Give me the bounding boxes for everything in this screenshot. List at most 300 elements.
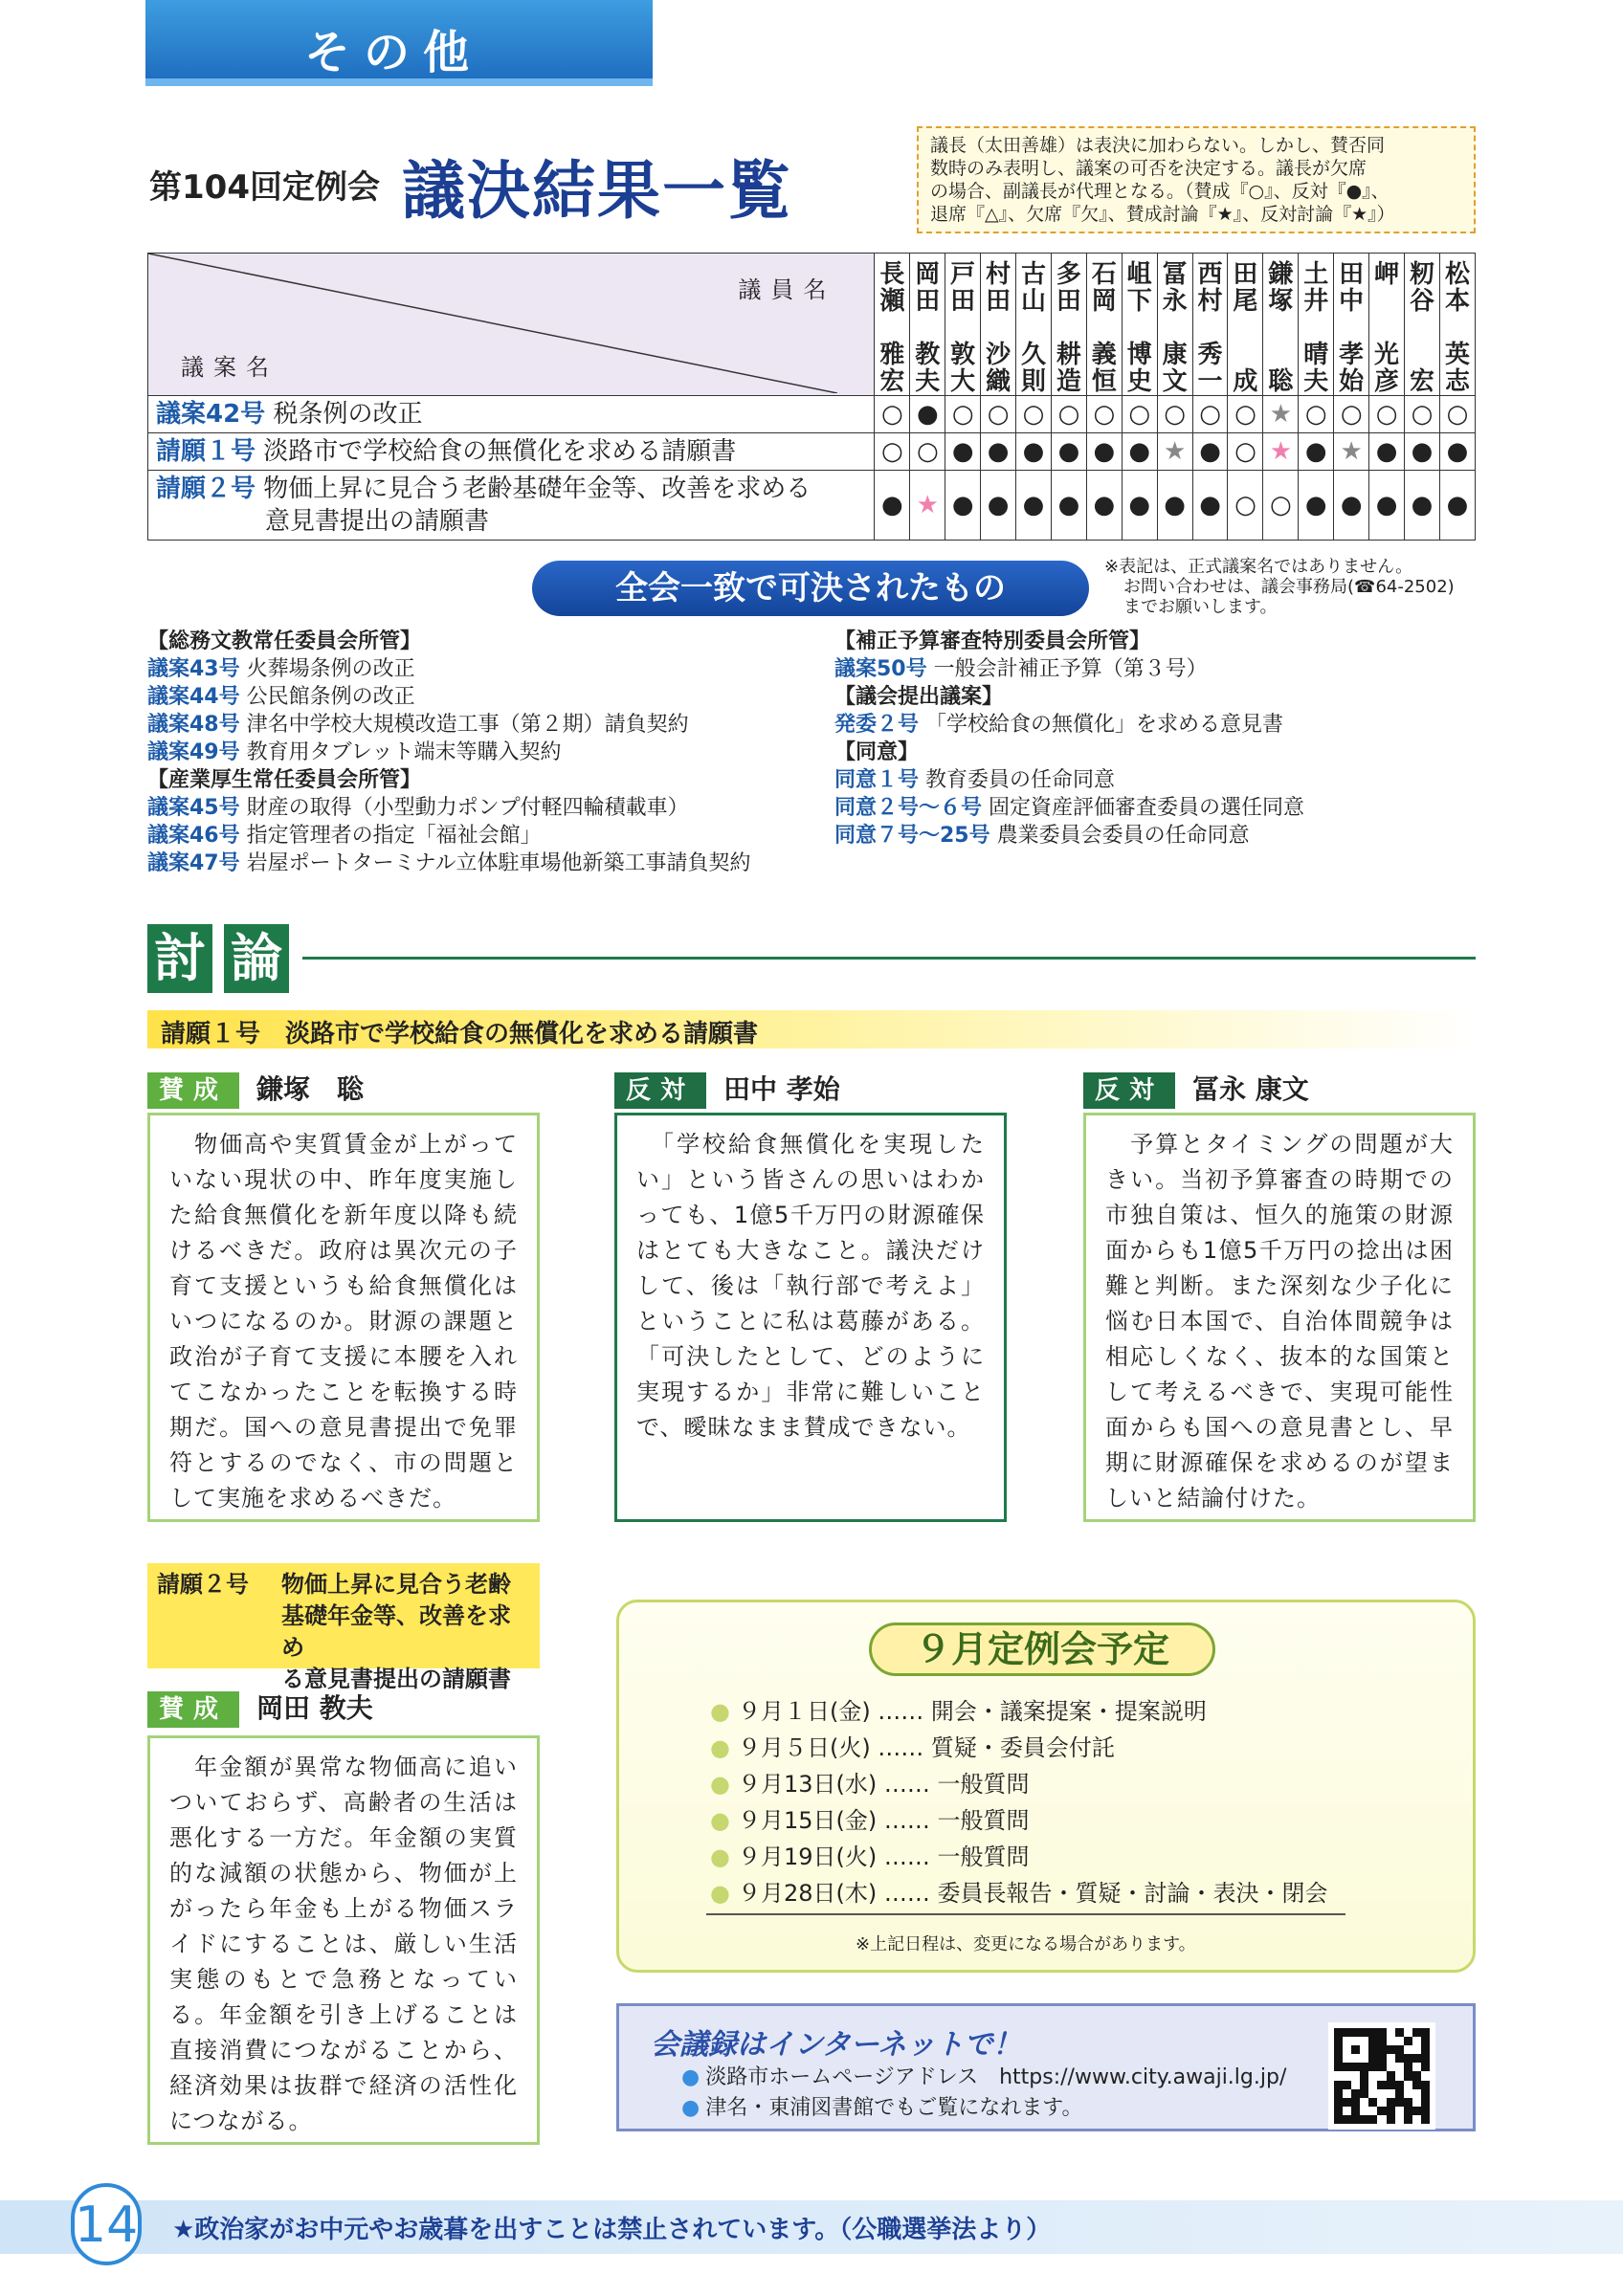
item-code: 議案44号 [147, 685, 240, 709]
member-name-char: 谷 [1409, 287, 1434, 316]
vote-mark: ★ [1334, 433, 1369, 471]
member-name-char: 大 [950, 367, 976, 396]
item-code: 議案49号 [147, 740, 240, 764]
qr-module [1368, 2063, 1377, 2071]
qr-module [1412, 2107, 1421, 2115]
member-name-char [1193, 315, 1228, 342]
qr-module [1343, 2045, 1351, 2054]
member-name-char [1263, 315, 1298, 342]
vote-mark: ● [1016, 471, 1052, 541]
member-name-char [1440, 315, 1475, 342]
item-code: 議案43号 [147, 657, 240, 681]
member-name-char [875, 315, 909, 342]
member-name-char: 田 [1056, 287, 1081, 316]
member-name-char: 井 [1303, 287, 1329, 316]
opinion-3 [1083, 1069, 1476, 1522]
qr-module [1360, 2071, 1368, 2080]
qr-module [1387, 2107, 1395, 2115]
member-name [1299, 254, 1334, 396]
legend-line: 数時のみ表明し、議案の可否を決定する。議長が欠席 [930, 158, 1367, 179]
member-name-char: 雅 [879, 341, 905, 369]
bill-name-line2: 意見書提出の請願書 [265, 507, 490, 536]
member-name-char [945, 315, 980, 342]
qr-module [1404, 2063, 1412, 2071]
qr-module [1395, 2054, 1404, 2063]
qr-module [1387, 2054, 1395, 2063]
schedule-item: ● ９月28日(木) …… 委員長報告・質疑・討論・表決・閉会 [710, 1875, 1327, 1911]
speaker-name: 鎌塚 聡 [256, 1073, 365, 1105]
note-line: ※表記は、正式議案名ではありません。 [1104, 557, 1413, 577]
member-name-char: 鎌 [1268, 260, 1294, 289]
qr-module [1395, 2081, 1404, 2089]
qr-module [1368, 2089, 1377, 2098]
member-name-char [1052, 315, 1086, 342]
legend-line: 退席『△』、欠席『欠』、賛成討論『★』、反対討論『★』） [930, 204, 1395, 225]
petition2-title [281, 1569, 530, 1695]
vote-mark: ○ [981, 396, 1016, 433]
qr-module [1368, 2045, 1377, 2054]
list-heading: 【同意】 [834, 740, 920, 764]
qr-module [1343, 2115, 1351, 2124]
vote-mark: ○ [1263, 471, 1299, 541]
qr-module [1334, 2089, 1343, 2098]
member-name-char [1334, 315, 1368, 342]
member-name-char: 一 [1197, 367, 1223, 396]
qr-module [1334, 2028, 1343, 2037]
vote-mark: ● [1086, 471, 1122, 541]
member-name [910, 254, 945, 396]
qr-module [1334, 2115, 1343, 2124]
qr-module [1360, 2063, 1368, 2071]
item-code: 議案47号 [147, 851, 240, 875]
petition2-title-line: 基礎年金等、改善を求め [281, 1602, 511, 1661]
vote-mark: ○ [875, 433, 910, 471]
member-name-char: 永 [1162, 287, 1188, 316]
member-name-char [1405, 315, 1439, 342]
member-name [1405, 254, 1440, 396]
qr-module [1377, 2054, 1386, 2063]
member-name-char: 史 [1126, 367, 1152, 396]
qr-module [1377, 2098, 1386, 2107]
qr-module [1351, 2098, 1360, 2107]
qr-module [1395, 2115, 1404, 2124]
member-name-char: 恒 [1091, 367, 1117, 396]
qr-module [1387, 2037, 1395, 2045]
list-item [834, 794, 1485, 822]
qr-module [1368, 2107, 1377, 2115]
qr-module [1360, 2054, 1368, 2063]
schedule-item: ● ９月１日(金) …… 開会・議案提案・提案説明 [710, 1693, 1327, 1730]
schedule-list [710, 1693, 1327, 1911]
vote-mark: ○ [1334, 396, 1369, 433]
list-item [834, 711, 1485, 739]
vote-mark: ● [1439, 433, 1475, 471]
qr-module [1377, 2107, 1386, 2115]
vote-mark: ○ [1439, 396, 1475, 433]
petition1-title-bar: 請願１号 淡路市で学校給食の無償化を求める請願書 [147, 1010, 1476, 1049]
vote-mark: ● [945, 433, 981, 471]
vote-mark: ● [945, 471, 981, 541]
qr-module [1377, 2081, 1386, 2089]
list-item [834, 655, 1485, 683]
vote-mark: ● [1157, 471, 1192, 541]
member-name-char: 岬 [1374, 260, 1400, 289]
list-item [147, 711, 817, 739]
vote-mark: ○ [1192, 396, 1228, 433]
member-name-char: 岨 [1126, 260, 1152, 289]
member-name-char [1369, 315, 1404, 342]
vote-mark: ○ [1299, 396, 1334, 433]
qr-module [1404, 2054, 1412, 2063]
member-name-char: 下 [1126, 287, 1152, 316]
bill-code: 議案42号 [156, 400, 266, 429]
qr-module [1395, 2037, 1404, 2045]
member-name-char: 田 [915, 287, 941, 316]
member-name-char: 夫 [915, 367, 941, 396]
qr-module [1412, 2037, 1421, 2045]
schedule-item: ● ９月５日(火) …… 質疑・委員会付託 [710, 1730, 1327, 1766]
qr-module [1343, 2089, 1351, 2098]
qr-module [1377, 2028, 1386, 2037]
qr-module [1368, 2115, 1377, 2124]
qr-module [1421, 2115, 1430, 2124]
opinion-text: 年金額が異常な物価高に追いついておらず、高齢者の生活は悪化する一方だ。年金額の実質的な減額の状態から、物価が上がったら年金も上がる物価スライドにすることは、厳しい生活実態のもとで急務となっている。年金額を引き上げることは直接消費につながることから、経済効果は抜群で経済の活性化につながる。 [147, 1735, 540, 2145]
qr-module [1351, 2054, 1360, 2063]
unanimous-list-right [834, 628, 1485, 850]
unanimous-list-left [147, 628, 817, 877]
vote-mark: ○ [945, 396, 981, 433]
list-heading: 【補正予算審査特別委員会所管】 [834, 629, 1151, 653]
member-name-char: 教 [915, 341, 941, 369]
qr-module [1334, 2107, 1343, 2115]
qr-module [1387, 2081, 1395, 2089]
list-item [147, 655, 817, 683]
item-code: 同意２号～６号 [834, 796, 983, 820]
opinion-1 [147, 1069, 540, 1522]
qr-module [1343, 2028, 1351, 2037]
item-text: 固定資産評価審査委員の選任同意 [982, 796, 1305, 820]
qr-module [1351, 2037, 1360, 2045]
member-name [1439, 254, 1475, 396]
qr-module [1377, 2045, 1386, 2054]
bill-code: 請願２号 [156, 475, 256, 503]
vote-mark: ★ [910, 471, 945, 541]
member-name [1334, 254, 1369, 396]
list-item [147, 683, 817, 711]
member-name-char: 村 [986, 260, 1012, 289]
vote-mark: ● [1122, 471, 1157, 541]
item-text: 津名中学校大規模改造工事（第２期）請負契約 [239, 713, 689, 737]
member-name [945, 254, 981, 396]
member-name [1369, 254, 1405, 396]
opinion-2 [614, 1069, 1007, 1522]
member-name [1086, 254, 1122, 396]
list-item [147, 850, 817, 877]
qr-module [1351, 2089, 1360, 2098]
member-name-char: 田 [1233, 260, 1258, 289]
qr-module [1351, 2081, 1360, 2089]
qr-module [1351, 2028, 1360, 2037]
item-code: 同意１号 [834, 768, 920, 792]
member-name-char: 山 [1020, 287, 1046, 316]
qr-module [1404, 2037, 1412, 2045]
qr-module [1404, 2107, 1412, 2115]
qr-module [1412, 2063, 1421, 2071]
vote-row [148, 396, 1476, 433]
qr-module [1360, 2089, 1368, 2098]
qr-module [1334, 2081, 1343, 2089]
qr-module [1377, 2089, 1386, 2098]
qr-module [1421, 2063, 1430, 2071]
member-name-char: 織 [986, 367, 1012, 396]
member-name-char: 中 [1339, 287, 1365, 316]
vote-mark: ○ [1122, 396, 1157, 433]
qr-module [1360, 2045, 1368, 2054]
qr-module [1334, 2063, 1343, 2071]
schedule-title: ９月定例会予定 [869, 1623, 1215, 1676]
speaker-name: 田中 孝始 [723, 1073, 840, 1105]
item-text: 「学校給食の無償化」を求める意見書 [919, 713, 1284, 737]
member-name-char [1228, 342, 1262, 368]
stance-badge: 反対 [1083, 1072, 1175, 1109]
stance-badge: 賛成 [147, 1691, 239, 1728]
stance-badge: 反対 [614, 1072, 706, 1109]
vote-mark: ● [1122, 433, 1157, 471]
stance-badge: 賛成 [147, 1072, 239, 1109]
page-title: 議決結果一覧 [402, 153, 792, 228]
internet-line: ● 淡路市ホームページアドレス https://www.city.awaji.lg.jp/ [681, 2063, 1286, 2093]
item-text: 公民館条例の改正 [239, 685, 415, 709]
header-bill-label: 議案名 [181, 354, 278, 381]
item-text: 指定管理者の指定「福祉会館」 [239, 824, 542, 848]
member-name-char: 沙 [986, 341, 1012, 369]
vote-row [148, 471, 1476, 541]
qr-module [1395, 2028, 1404, 2037]
member-name-char [1405, 342, 1439, 368]
speaker-name: 岡田 教夫 [256, 1692, 373, 1724]
member-name-char: 耕 [1056, 341, 1081, 369]
member-name-char: 成 [1233, 367, 1258, 396]
member-name-char: 宏 [879, 367, 905, 396]
member-name-char: 尾 [1233, 287, 1258, 316]
qr-module [1387, 2071, 1395, 2080]
qr-module [1343, 2054, 1351, 2063]
internet-title: 会議録はインターネットで！ [651, 2028, 1022, 2062]
member-name-char: 塚 [1268, 287, 1294, 316]
discussion-title-char-1: 討 [147, 924, 212, 993]
member-name-char: 田 [950, 287, 976, 316]
qr-module [1412, 2081, 1421, 2089]
petition2-title-line: る意見書提出の請願書 [281, 1666, 511, 1692]
qr-module [1387, 2098, 1395, 2107]
member-name-char [1369, 288, 1404, 315]
qr-module [1395, 2045, 1404, 2054]
qr-module [1377, 2071, 1386, 2080]
session-title-prefix: 第104回定例会 [149, 168, 380, 207]
member-name-char [981, 315, 1015, 342]
member-name-char: 石 [1091, 260, 1117, 289]
member-name-char: 冨 [1162, 260, 1188, 289]
member-name-char: 義 [1091, 341, 1117, 369]
bill-cell [148, 396, 875, 433]
list-heading: 【総務文教常任委員会所管】 [147, 629, 422, 653]
vote-mark: ● [1086, 433, 1122, 471]
member-name-char [910, 315, 945, 342]
member-name [1192, 254, 1228, 396]
member-name [1122, 254, 1157, 396]
vote-mark: ○ [875, 396, 910, 433]
vote-results-table [147, 253, 1476, 541]
footer-text: ★政治家がお中元やお歳暮を出すことは禁止されています。（公職選挙法より） [172, 2216, 1052, 2244]
vote-mark: ● [1439, 471, 1475, 541]
vote-mark: ● [1051, 471, 1086, 541]
member-name-char: 志 [1444, 367, 1470, 396]
vote-mark: ○ [1228, 433, 1263, 471]
vote-mark: ○ [1086, 396, 1122, 433]
qr-module [1421, 2037, 1430, 2045]
member-name-char: 秀 [1197, 341, 1223, 369]
qr-module [1343, 2107, 1351, 2115]
vote-mark: ● [875, 471, 910, 541]
vote-mark: ● [1299, 471, 1334, 541]
vote-mark: ○ [1228, 471, 1263, 541]
item-text: 財産の取得（小型動力ポンプ付軽四輪積載車） [239, 796, 689, 820]
member-name-char: 西 [1197, 260, 1223, 289]
opinion-text: 物価高や実質賃金が上がっていない現状の中、昨年度実施した給食無償化を新年度以降も続けるべきだ。政府は異次元の子育て支援というも給食無償化はいつになるのか。財源の課題と政治が子育て支援に本腰を入れてこなかったことを転換する時期だ。国への意見書提出で免罪符とするのでなく、市の問題として実施を求めるべきだ。 [147, 1113, 540, 1522]
item-code: 発委２号 [834, 713, 920, 737]
qr-module [1387, 2089, 1395, 2098]
member-name-char: 土 [1303, 260, 1329, 289]
qr-module [1421, 2028, 1430, 2037]
member-name-char: 田 [1339, 260, 1365, 289]
vote-mark: ○ [1051, 396, 1086, 433]
qr-module [1351, 2063, 1360, 2071]
member-name-char: 古 [1020, 260, 1046, 289]
member-name-char [1087, 315, 1122, 342]
member-name-char [1123, 315, 1157, 342]
list-item [834, 766, 1485, 794]
member-name-char: 聡 [1268, 367, 1294, 396]
list-heading: 【議会提出議案】 [834, 685, 1004, 709]
member-name [1051, 254, 1086, 396]
petition2-title-line: 物価上昇に見合う老齢 [281, 1571, 511, 1598]
vote-mark: ★ [1157, 433, 1192, 471]
member-name-char: 田 [986, 287, 1012, 316]
bill-name: 税条例の改正 [265, 400, 423, 429]
qr-module [1368, 2098, 1377, 2107]
qr-module [1351, 2107, 1360, 2115]
qr-module [1360, 2081, 1368, 2089]
vote-mark: ● [1051, 433, 1086, 471]
bill-cell [148, 471, 875, 541]
qr-module [1368, 2081, 1377, 2089]
member-name-char: 光 [1374, 341, 1400, 369]
vote-legend [917, 126, 1476, 233]
qr-module [1351, 2071, 1360, 2080]
vote-mark: ○ [1405, 396, 1440, 433]
list-item [147, 739, 817, 766]
bill-cell [148, 433, 875, 471]
qr-module [1351, 2115, 1360, 2124]
qr-module [1334, 2045, 1343, 2054]
member-name-char: 岡 [915, 260, 941, 289]
qr-module [1360, 2028, 1368, 2037]
vote-mark: ★ [1263, 396, 1299, 433]
member-name-char: 晴 [1303, 341, 1329, 369]
qr-module [1387, 2045, 1395, 2054]
internet-lines [681, 2063, 1286, 2124]
qr-module [1377, 2037, 1386, 2045]
member-name-char: 瀬 [879, 287, 905, 316]
qr-module [1334, 2037, 1343, 2045]
member-name-char: 宏 [1409, 367, 1434, 396]
bill-name: 淡路市で学校給食の無償化を求める請願書 [256, 437, 737, 466]
schedule-item: ● ９月19日(火) …… 一般質問 [710, 1839, 1327, 1875]
qr-module [1404, 2028, 1412, 2037]
member-name-char: 則 [1020, 367, 1046, 396]
unanimous-heading: 全会一致で可決されたもの [532, 561, 1089, 616]
qr-module [1368, 2071, 1377, 2080]
vote-mark: ● [1192, 433, 1228, 471]
qr-module [1395, 2089, 1404, 2098]
qr-module [1404, 2098, 1412, 2107]
vote-mark: ○ [1369, 396, 1405, 433]
qr-module [1421, 2089, 1430, 2098]
schedule-item: ● ９月15日(金) …… 一般質問 [710, 1802, 1327, 1839]
qr-module [1404, 2089, 1412, 2098]
qr-module [1395, 2098, 1404, 2107]
qr-module [1334, 2098, 1343, 2107]
member-name [1228, 254, 1263, 396]
item-code: 議案48号 [147, 713, 240, 737]
member-name-char: 籾 [1409, 260, 1434, 289]
vote-mark: ● [1016, 433, 1052, 471]
qr-module [1412, 2098, 1421, 2107]
vote-mark: ○ [1228, 396, 1263, 433]
page-number: 14 [71, 2183, 142, 2265]
discussion-divider [302, 957, 1476, 960]
qr-module [1351, 2045, 1360, 2054]
item-text: 教育委員の任命同意 [919, 768, 1116, 792]
vote-mark: ● [1369, 471, 1405, 541]
speaker-name: 冨永 康文 [1192, 1073, 1309, 1105]
member-name-char: 長 [879, 260, 905, 289]
bill-name: 物価上昇に見合う老齢基礎年金等、改善を求める [256, 475, 812, 503]
legend-line: 議長（太田善雄）は表決に加わらない。しかし、賛否同 [930, 135, 1386, 156]
member-name-char: 夫 [1303, 367, 1329, 396]
qr-module [1412, 2071, 1421, 2080]
discussion-title-char-2: 論 [224, 924, 289, 993]
member-name-char: 孝 [1339, 341, 1365, 369]
legend-line: の場合、副議長が代理となる。（賛成『○』、反対『●』、 [930, 181, 1390, 202]
vote-mark: ○ [910, 433, 945, 471]
member-name-char: 久 [1020, 341, 1046, 369]
member-name [875, 254, 910, 396]
member-name-char [1263, 342, 1298, 368]
bill-code: 請願１号 [156, 437, 256, 466]
qr-module [1368, 2054, 1377, 2063]
table-header-corner [148, 254, 875, 396]
schedule-divider [706, 1913, 1345, 1915]
qr-code-icon[interactable] [1328, 2022, 1435, 2130]
schedule-item: ● ９月13日(水) …… 一般質問 [710, 1766, 1327, 1802]
qr-module [1387, 2028, 1395, 2037]
qr-module [1387, 2115, 1395, 2124]
member-name-char: 本 [1444, 287, 1470, 316]
vote-mark: ● [981, 471, 1016, 541]
petition2-title-bar [147, 1563, 540, 1692]
unanimous-note [1104, 557, 1478, 617]
